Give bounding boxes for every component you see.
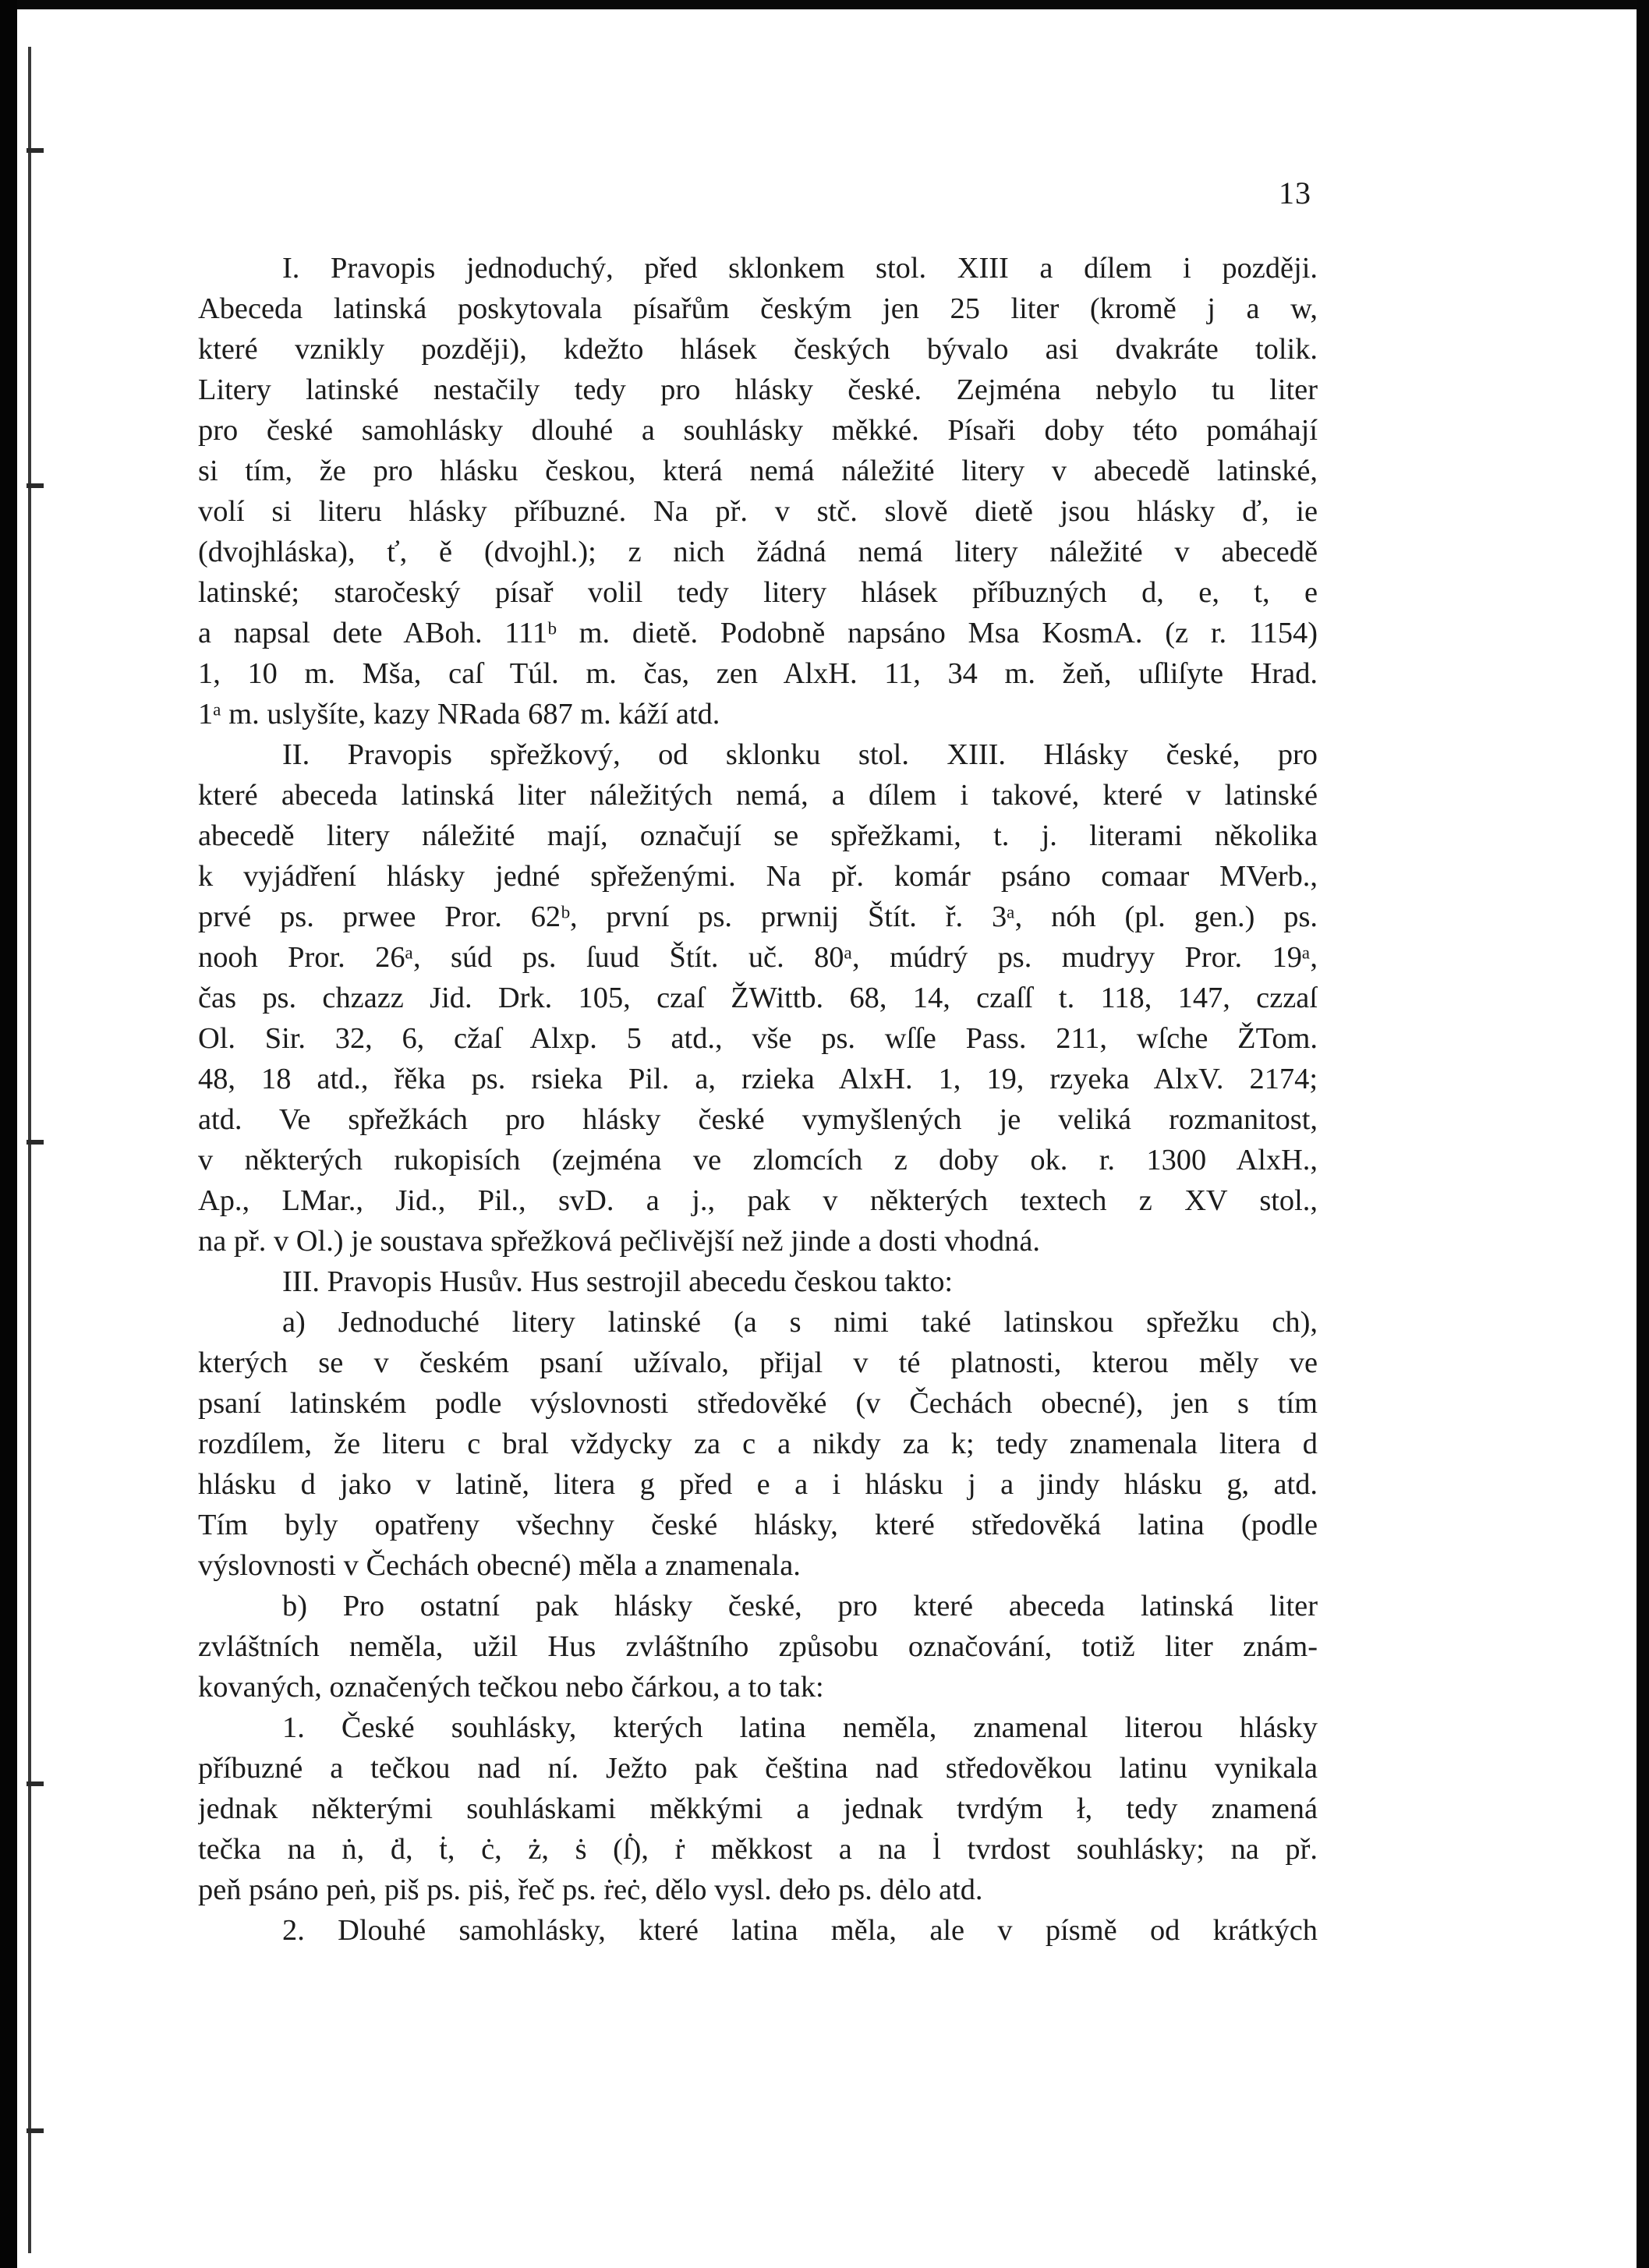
text-line: III. Pravopis Husův. Hus sestrojil abecedu českou takto:	[282, 1265, 954, 1298]
text-line: atd. Ve spřežkách pro hlásky české vymyšlených je veliká rozmanitost,	[198, 1103, 1318, 1136]
page-edge-mark	[27, 1781, 44, 1786]
text-line: které abeceda latinská liter náležitých nemá, a dílem i takové, které v latinské	[198, 779, 1318, 812]
text-line: psaní latinském podle výslovnosti středověké (v Čechách obecné), jen s tím	[198, 1387, 1318, 1420]
text-line: pro české samohlásky dlouhé a souhlásky měkké. Písaři doby této pomáhají	[198, 414, 1318, 447]
text-line: latinské; staročeský písař volil tedy litery hlásek příbuzných d, e, t, e	[198, 576, 1318, 609]
text-line: kterých se v českém psaní užívalo, přijal v té platnosti, kterou měly ve	[198, 1346, 1318, 1379]
text-line: prvé ps. prwee Pror. 62ᵇ, první ps. prwnij Štít. ř. 3ᵃ, nóh (pl. gen.) ps.	[198, 900, 1318, 933]
scan-left-border	[0, 0, 17, 2268]
text-line: Litery latinské nestačily tedy pro hlásky české. Zejména nebylo tu liter	[198, 373, 1318, 406]
text-line: 1. České souhlásky, kterých latina neměla, znamenal literou hlásky	[282, 1711, 1318, 1744]
text-line: příbuzné a tečkou nad ní. Ježto pak čeština nad středověkou latinu vynikala	[198, 1752, 1318, 1785]
text-line: které vznikly později), kdežto hlásek českých bývalo asi dvakráte tolik.	[198, 333, 1318, 366]
scan-right-border	[1637, 0, 1649, 2268]
text-line: na př. v Ol.) je soustava spřežková pečlivější než jinde a dosti vhodná.	[198, 1225, 1040, 1258]
text-line: 1, 10 m. Mša, caſ Túl. m. čas, zen AlxH. 11, 34 m. žeň, uſliſyte Hrad.	[198, 657, 1318, 690]
page-edge-mark	[27, 148, 44, 153]
text-line: 2. Dlouhé samohlásky, které latina měla, ale v písmě od krátkých	[282, 1914, 1318, 1947]
page-edge-mark	[27, 483, 44, 488]
text-line: tečka na ṅ, ḋ, ṫ, ċ, ż, ṡ (ẛ), ṙ měkkost a na l̇ tvrdost souhlásky; na př.	[198, 1833, 1318, 1866]
page-edge-mark	[27, 2128, 44, 2133]
text-line: abecedě litery náležité mají, označují se spřežkami, t. j. literami několika	[198, 819, 1318, 852]
text-line: jednak některými souhláskami měkkými a jednak tvrdým ł, tedy znamená	[198, 1792, 1318, 1825]
body-text	[198, 248, 1318, 1951]
text-line: hlásku d jako v latině, litera g před e a i hlásku j a jindy hlásku g, atd.	[198, 1468, 1318, 1501]
text-line: čas ps. chzazz Jid. Drk. 105, czaſ ŽWittb. 68, 14, czaſſ t. 118, 147, czzaſ	[198, 982, 1318, 1014]
text-line: v některých rukopisích (zejména ve zlomcích z doby ok. r. 1300 AlxH.,	[198, 1144, 1318, 1176]
text-line: k vyjádření hlásky jedné spřeženými. Na př. komár psáno comaar MVerb.,	[198, 860, 1318, 893]
text-line: a napsal dete ABoh. 111ᵇ m. dietě. Podobně napsáno Msa KosmA. (z r. 1154)	[198, 617, 1318, 649]
page-edge-line	[28, 47, 31, 2253]
text-line: 48, 18 atd., řěka ps. rsieka Pil. a, rzieka AlxH. 1, 19, rzyeka AlxV. 2174;	[198, 1063, 1318, 1095]
text-line: Abeceda latinská poskytovala písařům českým jen 25 liter (kromě j a w,	[198, 292, 1318, 325]
text-line: nooh Pror. 26ᵃ, súd ps. ſuud Štít. uč. 80ᵃ, múdrý ps. mudryy Pror. 19ᵃ,	[198, 941, 1318, 974]
text-line: II. Pravopis spřežkový, od sklonku stol. XIII. Hlásky české, pro	[282, 738, 1318, 771]
text-line: zvláštních neměla, užil Hus zvláštního způsobu označování, totiž liter znám-	[198, 1630, 1318, 1663]
text-line: 1ᵃ m. uslyšíte, kazy NRada 687 m. káží atd.	[198, 698, 720, 731]
text-line: volí si literu hlásky příbuzné. Na př. v stč. slově dietě jsou hlásky ď, ie	[198, 495, 1318, 528]
text-line: I. Pravopis jednoduchý, před sklonkem stol. XIII a dílem i později.	[282, 252, 1318, 285]
text-line: (dvojhláska), ť, ě (dvojhl.); z nich žádná nemá litery náležité v abecedě	[198, 536, 1318, 568]
text-line: rozdílem, že literu c bral vždycky za c a nikdy za k; tedy znamenala litera d	[198, 1428, 1318, 1460]
text-line: Ol. Sir. 32, 6, cžaſ Alxp. 5 atd., vše ps. wſſe Pass. 211, wſche ŽTom.	[198, 1022, 1318, 1055]
text-line: kovaných, označených tečkou nebo čárkou, a to tak:	[198, 1671, 824, 1704]
text-line: Tím byly opatřeny všechny české hlásky, které středověká latina (podle	[198, 1509, 1318, 1541]
scan-top-border	[0, 0, 1649, 9]
text-line: peň psáno peṅ, piš ps. piṡ, řeč ps. ṙeċ, dělo vysl. dełо ps. dėlo atd.	[198, 1873, 983, 1906]
text-line: Ap., LMar., Jid., Pil., svD. a j., pak v některých textech z XV stol.,	[198, 1184, 1318, 1217]
text-line: výslovnosti v Čechách obecné) měla a znamenala.	[198, 1549, 801, 1582]
text-line: a) Jednoduché litery latinské (a s nimi také latinskou spřežku ch),	[282, 1306, 1318, 1339]
page-number: 13	[1279, 175, 1311, 211]
page-edge-mark	[27, 1140, 44, 1145]
text-line: si tím, že pro hlásku českou, která nemá náležité litery v abecedě latinské,	[198, 455, 1318, 487]
text-line: b) Pro ostatní pak hlásky české, pro které abeceda latinská liter	[282, 1590, 1318, 1622]
